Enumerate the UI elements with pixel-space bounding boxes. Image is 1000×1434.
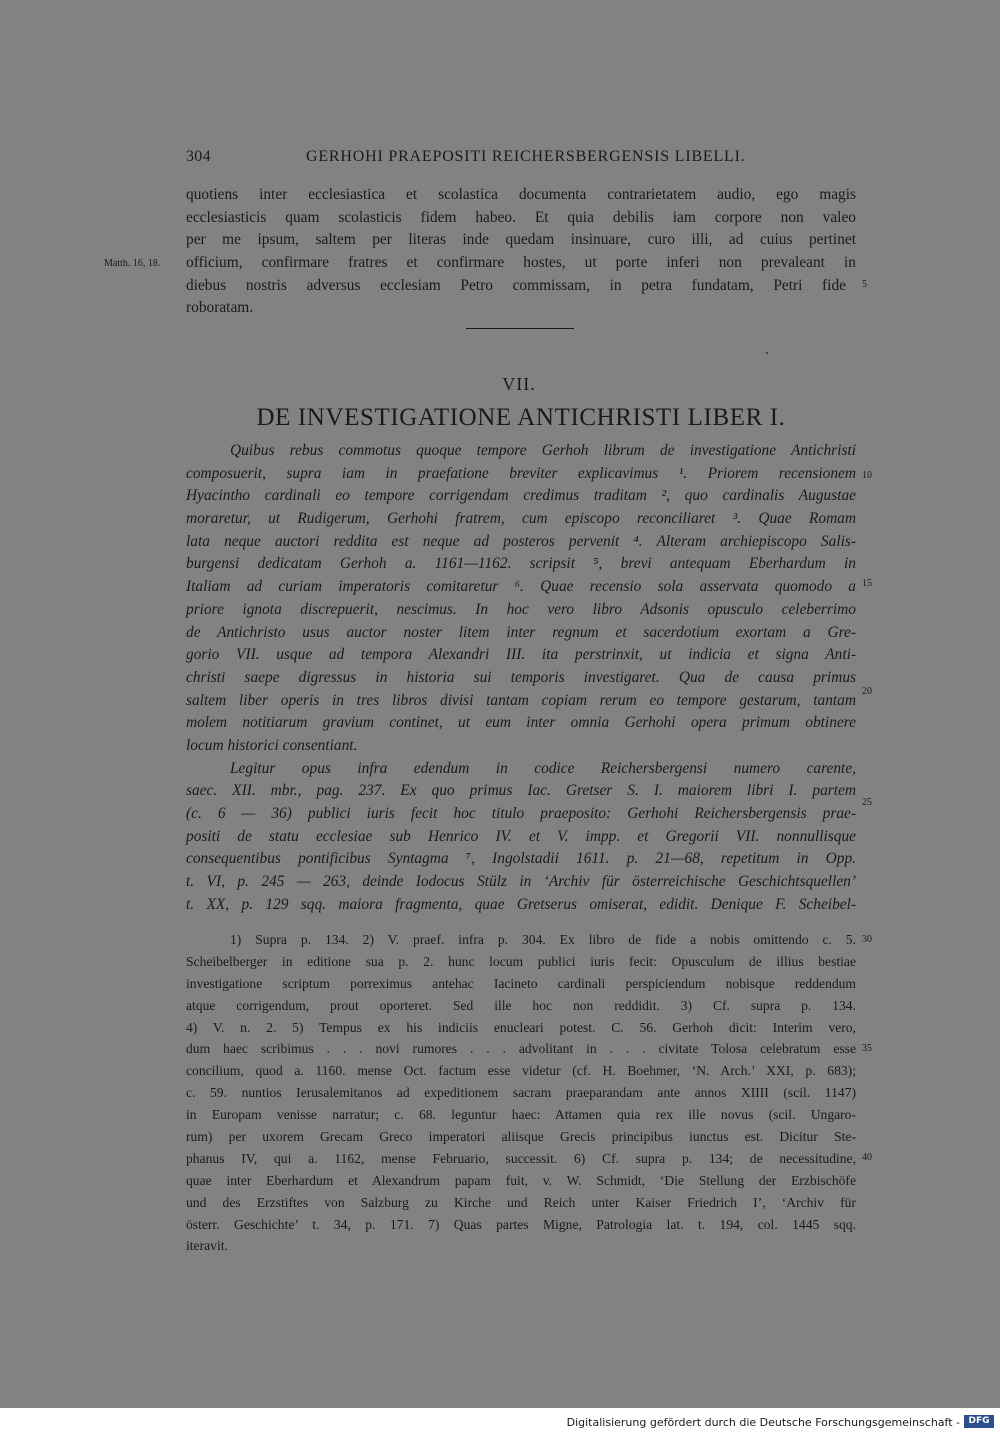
text-line: officium, confirmare fratres et confirmare hostes, ut porte inferi non prevaleant in	[186, 254, 856, 272]
text-line: lata neque auctori reddita est neque ad posteros pervenit ⁴. Alteram archiepiscopo Salis-	[186, 532, 856, 550]
text-line: christi saepe digressus in historia sui temporis investigaret. Qua de causa primus	[186, 668, 856, 686]
chapter-title: DE INVESTIGATIONE ANTICHRISTI LIBER I.	[256, 404, 786, 431]
text-line: gorio VII. usque ad tempora Alexandri III. ita perstrinxit, ut indicia et signa Anti-	[186, 646, 856, 664]
footnotes-block	[186, 929, 856, 1257]
footnote-line: dum haec scribimus . . . novi rumores . . . advolitant in . . . civitate Tolosa celebratum esse	[186, 1041, 856, 1057]
footnote-line: 1) Supra p. 134. 2) V. praef. infra p. 304. Ex libro de fide a nobis omittendo c. 5.	[230, 932, 856, 947]
text-line: positi de statu ecclesiae sub Henrico IV. et V. impp. et Gregorii VII. nonnullisque	[186, 827, 856, 845]
dfg-logo-icon[interactable]: DFG	[964, 1415, 994, 1428]
line-number: 35	[862, 1043, 872, 1054]
top-text-block	[186, 184, 856, 320]
text-line: (c. 6 — 36) publici iuris fecit hoc titulo praeposito: Gerhohi Reichersbergensis prae-	[186, 805, 856, 822]
footnote-line: investigatione scriptum porreximus antehac Iacineto cardinali perspiciendum nobisque reddendum	[186, 975, 856, 991]
text-line: consequentibus pontificibus Syntagma ⁷, Ingolstadii 1611. p. 21—68, repetitum in Opp.	[186, 850, 856, 868]
footnote-line: in Europam venisse narratur; c. 68. leguntur haec: Attamen quia rex ille novus (scil. Ungaro-	[186, 1107, 856, 1123]
footnote-line: Scheibelberger in editione sua p. 2. hunc locum publici iuris fecit: Opusculum de illius bestiae	[186, 953, 856, 969]
footnote-line: 4) V. n. 2. 5) Tempus ex his indiciis enucleari potest. C. 56. Gerhoh dicit: Interim vero,	[186, 1019, 856, 1035]
text-line: saltem liber operis in tres libros divisi tantam copiam rerum eo tempore gestarum, tantam	[186, 691, 856, 709]
text-line: Italiam ad curiam imperatoris comitaretur ⁶. Quae recensio sola asservata quomodo a	[186, 578, 856, 596]
line-number: 30	[862, 934, 872, 945]
text-line: ecclesiasticis quam scolasticis fidem habeo. Et quia debilis iam corpore non valeo	[186, 208, 856, 226]
footnote-line: quae inter Eberhardum et Alexandrum papam fuit, v. W. Schmidt, ‘Die Stellung der Erzbischöfe	[186, 1172, 856, 1188]
section-divider	[466, 328, 574, 329]
text-line: saec. XII. mbr., pag. 237. Ex quo primus Iac. Gretser S. I. maiorem libri I. partem	[186, 782, 856, 800]
text-line: Hyacintho cardinali eo tempore corrigendam credimus traditam ², quo cardinalis Augustae	[186, 487, 856, 505]
text-line: priore ignota discrepuerit, nescimus. In hoc vero libro Adsonis opusculo celeberrimo	[186, 600, 856, 618]
text-line: composuerit, supra iam in praefatione breviter explicavimus ¹. Priorem recensionem	[186, 464, 856, 482]
line-number: 5	[862, 279, 867, 290]
line-number: 20	[862, 686, 872, 697]
text-line: t. VI, p. 245 — 263, deinde Iodocus Stülz in ‘Archiv für österreichische Geschichtsquellen’	[186, 873, 856, 891]
line-number: 40	[862, 1152, 872, 1163]
footnote-line: concilium, quod a. 1160. mense Oct. factum esse videtur (cf. H. Boehmer, ‘N. Arch.’ XXI, p. 683);	[186, 1063, 856, 1079]
footnote-line: atque corrigendum, prout oporteret. Sed ille hoc non reddidit. 3) Cf. supra p. 134.	[186, 997, 856, 1013]
viewer-footer	[0, 1408, 1000, 1434]
text-line: molem notitiarum gravium continet, ut eum inter omnia Gerhohi opera primum obtinere	[186, 714, 856, 732]
text-line: moraretur, ut Rudigerum, Gerhohi fratrem, cum episcopo reconciliaret ³. Quae Romam	[186, 510, 856, 528]
footnote-line: phanus IV, qui a. 1162, mense Februario, successit. 6) Cf. supra p. 134; de necessitudine,	[186, 1150, 856, 1166]
chapter-number: VII.	[502, 374, 536, 394]
text-line: Quibus rebus commotus quoque tempore Gerhoh librum de investigatione Antichristi	[230, 442, 856, 459]
text-line: de Antichristo usus auctor noster litem inter regnum et sacerdotium exortam a Gre-	[186, 623, 856, 641]
footnote-line: österr. Geschichte’ t. 34, p. 171. 7) Quas partes Migne, Patrologia lat. t. 194, col. 1445 sqq.	[186, 1216, 856, 1232]
page-number: 304	[186, 148, 211, 165]
text-line: roboratam.	[186, 299, 254, 317]
line-number: 15	[862, 578, 872, 589]
line-number: 25	[862, 797, 872, 808]
intro-text-block	[186, 440, 856, 916]
line-number: 10	[862, 470, 872, 481]
funding-notice: Digitalisierung gefördert durch die Deutsche Forschungsgemeinschaft -	[566, 1416, 960, 1429]
footnote-line: und des Erzstiftes von Salzburg zu Kirche und Reich unter Kaiser Friedrich I’, ‘Archiv für	[186, 1194, 856, 1210]
footnote-line: c. 59. nuntios Ierusalemitanos ad expeditionem sacram praeparandam ante annos XIIII (scil. 1147)	[186, 1085, 856, 1101]
margin-reference: Matth. 16, 18.	[104, 258, 161, 269]
text-line: quotiens inter ecclesiastica et scolastica documenta contrarietatem audio, ego magis	[186, 186, 856, 203]
text-line: diebus nostris adversus ecclesiam Petro commissam, in petra fundatam, Petri fide	[186, 276, 846, 294]
text-line: t. XX, p. 129 sqq. maiora fragmenta, quae Gretserus omiserat, edidit. Denique F. Scheibel-	[186, 895, 856, 913]
footnote-line: iteravit.	[186, 1238, 228, 1254]
text-line: burgensi dedicatam Gerhoh a. 1161—1162. scripsit ⁵, brevi antequam Eberhardum in	[186, 555, 856, 573]
text-line: locum historici consentiant.	[186, 736, 358, 754]
scan-speck	[766, 352, 768, 354]
running-title: GERHOHI PRAEPOSITI REICHERSBERGENSIS LIBELLI.	[306, 148, 746, 165]
footnote-line: rum) per uxorem Grecam Greco imperatori aliisque Grecis principibus iunctus est. Dicitur Ste-	[186, 1129, 856, 1145]
text-line: per me ipsum, saltem per literas inde quedam insinuare, curo illi, ad cuius pertinet	[186, 231, 856, 249]
text-line: Legitur opus infra edendum in codice Reichersbergensi numero carente,	[230, 759, 856, 777]
